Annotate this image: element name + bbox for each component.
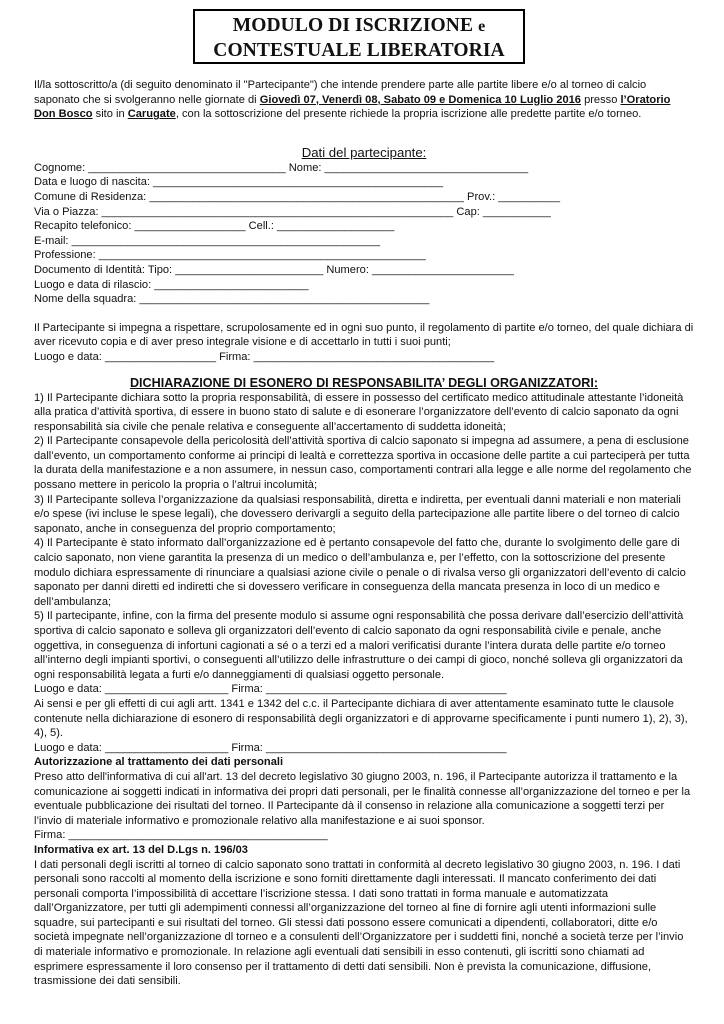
field-nascita[interactable]: Data e luogo di nascita: _______________________________________________	[34, 176, 444, 189]
spacer	[34, 365, 694, 375]
privacy-text: Preso atto dell'informativa di cui all'art. 13 del decreto legislativo 30 giugno 2003, n. 196, il Partecipante autorizza il trattamento e la comunicazione ai soggetti indicati in informativa dei propri dati personali, per le finalità connesse all’organizzazione del torneo e per la eventuale pubblicazione dei risultati del torneo. Il Partecipante dà il consenso in relazione alla comunicazione a soggetti terzi per l’invio di materiale informativo e promozionale relativo alla manifestazione e ai suoi sponsor.	[34, 770, 691, 827]
declaration-sign-line-2[interactable]: Luogo e data: ____________________ Firma: _______________________________________	[34, 741, 507, 754]
intro-text-3: sito in	[92, 108, 128, 121]
declaration-sign-line-1[interactable]: Luogo e data: ____________________ Firma: _______________________________________	[34, 683, 507, 696]
field-email[interactable]: E-mail: __________________________________________________	[34, 234, 381, 247]
title-line-2: CONTESTUALE LIBERATORIA	[213, 40, 505, 61]
privacy-sign-line[interactable]: Firma: __________________________________________	[34, 829, 328, 842]
field-cognome-nome[interactable]: Cognome: ________________________________ Nome: _________________________________	[34, 161, 529, 174]
declaration-point-2: 2) Il Partecipante consapevole della pericolosità dell’attività sportiva di calcio saponato si impegna ad assumere, a pena di esclusione dall’evento, un comportamento conforme ai principi di lealtà e correttezza sportiva in occasione delle partite a cui parteciperà per tutta la durata della manifestazione e a non assumere, in nessun caso, comportamenti contrari alla legge e alle norme del regolamento che possano mettere in pericolo la propria o l’altrui incolumità;	[34, 435, 692, 492]
participant-heading: Dati del partecipante:	[301, 144, 427, 160]
intro-place: l’Oratorio Don Bosco	[34, 93, 671, 121]
intro-text-2: presso	[580, 93, 621, 106]
declaration-point-4: 4) Il Partecipante è stato informato dall’organizzazione ed è pertanto consapevole del fatto che, durante lo svolgimento delle gare di calcio saponato, non viene garantita la presenza di un medico o dell’ambulanza e, per l’effetto, con la sottoscrizione del presente modulo dichiara espressamente di rinunciare a qualsiasi azione civile o penale o di rivalsa verso gli organizzatori dell’evento di calcio saponato per danni diretti ed indiretti che si dovessero verificare in conseguenza della mancata presenza in loco di un medico e dell’ambulanza;	[34, 537, 686, 608]
form-title-box	[193, 9, 525, 64]
approval-text: Ai sensi e per gli effetti di cui agli artt. 1341 e 1342 del c.c. il Partecipante dichiara di aver attentamente esaminato tutte le clausole contenute nella dichiarazione di esonero di responsabilità degli organizzatori e di approvarne specificamente i punti numero 1), 2), 3), 4), 5).	[34, 697, 688, 740]
field-comune-prov[interactable]: Comune di Residenza: ___________________________________________________ Prov.: __________	[34, 190, 560, 203]
informativa-text: I dati personali degli iscritti al torneo di calcio saponato sono trattati in conformità al decreto legislativo 30 giugno 2003, n. 196. I dati personali sono raccolti al momento della iscrizione e sono forniti direttamente dagli interessati. Il mancato conferimento dei dati personali comporta l’impossibilità di accettare l’iscrizione stessa. I dati sono trattati in forma manuale e automatizzata dall’Organizzatore, per tutti gli adempimenti connessi all’organizzazione del torneo al fine di fornire agli utenti informazioni sulle squadre, sui partecipanti e sui risultati del torneo. Gli stessi dati possono essere comunicati a dipendenti, collaboratori, ditte e/o società impegnate nell’organizzazione dl torneo e a consulenti dell’Organizzatore per i suddetti fini, nonché a società terze per l’invio di materiale informativo e promozionale. In relazione agli eventuali dati sensibili in esso contenuti, gli iscritti sono chiamati ad esprimere espressamente il loro consenso per il trattamento di detti dati sensibili. Non è prevista la comunicazione, diffusione, trasmissione dei dati sensibili.	[34, 858, 684, 988]
declaration-point-1: 1) Il Partecipante dichiara sotto la propria responsabilità, di essere in possesso del certificato medico attitudinale attestante l’idoneità alla pratica d’attività sportiva, di essere in buono stato di salute e di esonerare l’organizzatore dell’evento di calcio saponato da ogni responsabilità sia civile che penale relativa e conseguente all’accertamento di suddetta idoneità;	[34, 391, 684, 433]
commitment-sign-line[interactable]: Luogo e data: __________________ Firma: _______________________________________	[34, 350, 495, 363]
intro-town: Carugate	[127, 108, 176, 121]
privacy-heading: Autorizzazione al trattamento dei dati personali	[34, 756, 284, 769]
field-telefono-cell[interactable]: Recapito telefonico: __________________ Cell.: ___________________	[34, 220, 395, 233]
field-professione[interactable]: Professione: _____________________________________________________	[34, 249, 426, 262]
title-main-text: MODULO DI ISCRIZIONE	[232, 15, 479, 36]
field-squadra[interactable]: Nome della squadra: _______________________________________________	[34, 293, 430, 306]
informativa-heading: Informativa ex art. 13 del D.Lgs n. 196/03	[34, 843, 248, 856]
form-content	[34, 78, 694, 989]
field-rilascio[interactable]: Luogo e data di rilascio: _________________________	[34, 278, 309, 291]
intro-dates: Giovedì 07, Venerdì 08, Sabato 09 e Domenica 10 Luglio 2016	[259, 93, 581, 106]
declaration-point-3: 3) Il Partecipante solleva l’organizzazione da qualsiasi responsabilità, diretta e indiretta, per eventuali danni materiali e non materiali e/o spese (ivi incluse le spese legali), che dovessero derivargli a seguito della partecipazione alle partite libere o del torneo di calcio saponato, anche in conseguenza del proprio comportamento;	[34, 493, 681, 535]
intro-text-1: Il/la sottoscritto/a (di seguito denominato il "Partecipante") che intende prendere parte alle partite libere e/o al torneo di calcio saponato che si svolgeranno nelle giornate di	[34, 79, 647, 106]
field-via-cap[interactable]: Via o Piazza: _________________________________________________________ Cap: ___________	[34, 205, 551, 218]
title-e-text: e	[478, 18, 486, 35]
declaration-heading: DICHIARAZIONE DI ESONERO DI RESPONSABILITA’ DEGLI ORGANIZZATORI:	[129, 375, 599, 390]
intro-text-4: , con la sottoscrizione del presente richiede la propria iscrizione alle predette partite e/o torneo.	[175, 108, 642, 121]
field-documento[interactable]: Documento di Identità: Tipo: ________________________ Numero: _______________________	[34, 263, 514, 276]
intro-paragraph	[34, 78, 694, 122]
declaration-point-5: 5) Il partecipante, infine, con la firma del presente modulo si assume ogni responsabilità che possa derivare dall’esercizio dell’attività sportiva di calcio saponato e solleva gli organizzatori dell’evento di calcio saponato da ogni responsabilità civile e penale, anche oggettiva, in conseguenza di infortuni cagionati a sé o a terzi ed a malori verificatisi durante l’intera durata delle partite e/o torneo all’interno degli impianti sportivi, o conseguenti all’utilizzo delle infrastrutture o dei campi di gioco, nonché solleva gli organizzatori da ogni responsabilità legata a furti e/o danneggiamenti di qualsiasi oggetto personale.	[34, 610, 684, 681]
title-line-1	[195, 14, 523, 39]
spacer	[34, 307, 694, 321]
commitment-text: Il Partecipante si impegna a rispettare, scrupolosamente ed in ogni suo punto, il regolamento di partite e/o torneo, del quale dichiara di aver ricevuto copia e di aver preso integrale visione e di accettarlo in tutti i suoi punti;	[34, 321, 694, 349]
